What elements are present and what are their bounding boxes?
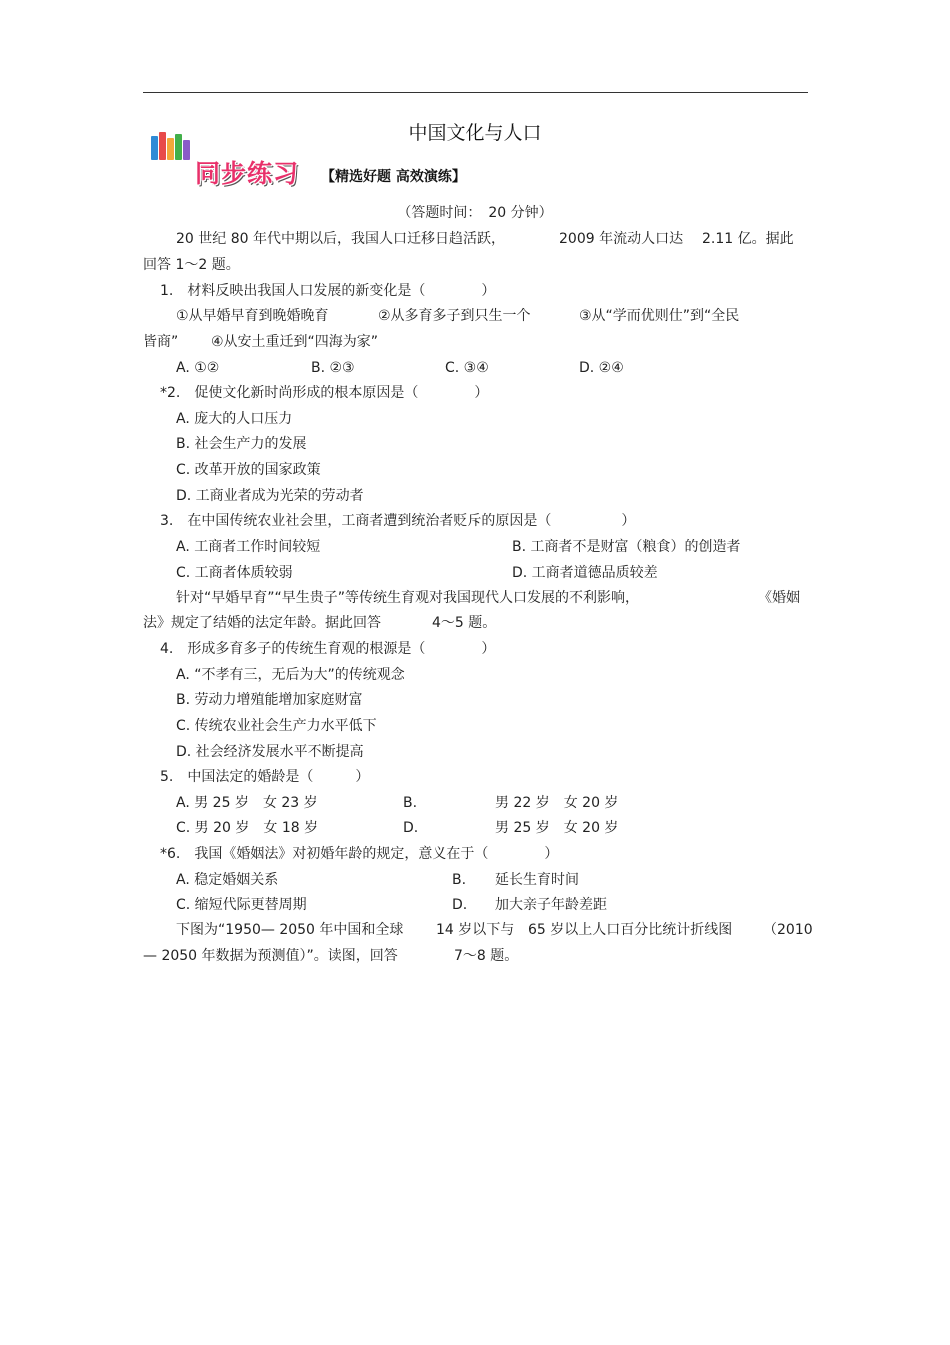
intro2-line-b: 《婚姻 <box>758 590 800 606</box>
intro1-line-d: 回答 1～2 题。 <box>143 257 240 273</box>
q3-option-a: A. 工商者工作时间较短 <box>176 539 321 555</box>
q3-option-d: D. 工商者道德品质较差 <box>512 565 658 581</box>
q2-option-c: C. 改革开放的国家政策 <box>176 462 321 478</box>
answer-time: （答题时间： 20 分钟） <box>397 205 553 221</box>
intro2-line-c: 法》规定了结婚的法定年龄。据此回答 <box>143 615 381 631</box>
q5-option-c: C. 男 20 岁 女 18 岁 <box>176 820 319 836</box>
q4-option-a: A. “不孝有三，无后为大”的传统观念 <box>176 667 405 683</box>
intro3-line-d: （2010 <box>763 922 813 938</box>
q1-option-b: B. ②③ <box>311 360 355 376</box>
q2-option-b: B. 社会生产力的发展 <box>176 436 307 452</box>
q4-option-c: C. 传统农业社会生产力水平低下 <box>176 718 377 734</box>
q5-option-d-label: D. <box>403 820 419 836</box>
q5-option-b: 男 22 岁 女 20 岁 <box>495 795 619 811</box>
q1-item-3: ③从“学而优则仕”到“全民 <box>579 308 740 324</box>
q1-item-3-cont: 皆商” <box>143 334 179 350</box>
banner-subheading: 【精选好题 高效演练】 <box>321 169 466 185</box>
q6-stem: *6. 我国《婚姻法》对初婚年龄的规定，意义在于（ ） <box>160 846 559 862</box>
q3-stem: 3. 在中国传统农业社会里，工商者遭到统治者贬斥的原因是（ ） <box>160 513 636 529</box>
q6-option-c: C. 缩短代际更替周期 <box>176 897 307 913</box>
q5-option-b-label: B. <box>403 795 418 811</box>
q6-option-a: A. 稳定婚姻关系 <box>176 872 279 888</box>
q1-option-a: A. ①② <box>176 360 220 376</box>
intro1-line-a: 20 世纪 80 年代中期以后，我国人口迁移日趋活跃， <box>176 231 505 247</box>
q4-option-d: D. 社会经济发展水平不断提高 <box>176 744 364 760</box>
q5-option-d: 男 25 岁 女 20 岁 <box>495 820 619 836</box>
q4-option-b: B. 劳动力增殖能增加家庭财富 <box>176 692 363 708</box>
intro2-line-d: 4～5 题。 <box>432 615 497 631</box>
intro3-line-b: 14 岁以下与 <box>436 922 515 938</box>
intro1-line-c: 2.11 亿。据此 <box>702 231 794 247</box>
intro3-line-f: 7～8 题。 <box>454 948 519 964</box>
q3-option-c: C. 工商者体质较弱 <box>176 565 293 581</box>
q6-option-b: 延长生育时间 <box>495 872 579 888</box>
q6-option-b-label: B. <box>452 872 467 888</box>
intro3-line-e: — 2050 年数据为预测值）”。读图，回答 <box>143 948 398 964</box>
q1-item-2: ②从多育多子到只生一个 <box>378 308 531 324</box>
q6-option-d: 加大亲子年龄差距 <box>495 897 607 913</box>
q1-item-4: ④从安土重迁到“四海为家” <box>211 334 379 350</box>
q1-item-1: ①从早婚早育到晚婚晚育 <box>176 308 329 324</box>
q2-option-a: A. 庞大的人口压力 <box>176 411 293 427</box>
q2-option-d: D. 工商业者成为光荣的劳动者 <box>176 488 364 504</box>
banner-heading: 同步练习 <box>195 159 300 188</box>
q4-stem: 4. 形成多育多子的传统生育观的根源是（ ） <box>160 641 496 657</box>
q1-option-c: C. ③④ <box>445 360 489 376</box>
intro2-line-a: 针对“早婚早育”“早生贵子”等传统生育观对我国现代人口发展的不利影响， <box>176 590 640 606</box>
q5-option-a: A. 男 25 岁 女 23 岁 <box>176 795 318 811</box>
q3-option-b: B. 工商者不是财富（粮食）的创造者 <box>512 539 741 555</box>
q6-option-d-label: D. <box>452 897 468 913</box>
practice-banner <box>143 152 503 198</box>
q1-stem: 1. 材料反映出我国人口发展的新变化是（ ） <box>160 283 496 299</box>
header-rule <box>143 92 808 93</box>
intro3-line-a: 下图为“1950— 2050 年中国和全球 <box>176 922 404 938</box>
page-title: 中国文化与人口 <box>408 122 542 144</box>
intro3-line-c: 65 岁以上人口百分比统计折线图 <box>528 922 733 938</box>
q5-stem: 5. 中国法定的婚龄是（ ） <box>160 769 370 785</box>
q2-stem: *2. 促使文化新时尚形成的根本原因是（ ） <box>160 385 489 401</box>
q1-option-d: D. ②④ <box>579 360 624 376</box>
intro1-line-b: 2009 年流动人口达 <box>559 231 684 247</box>
